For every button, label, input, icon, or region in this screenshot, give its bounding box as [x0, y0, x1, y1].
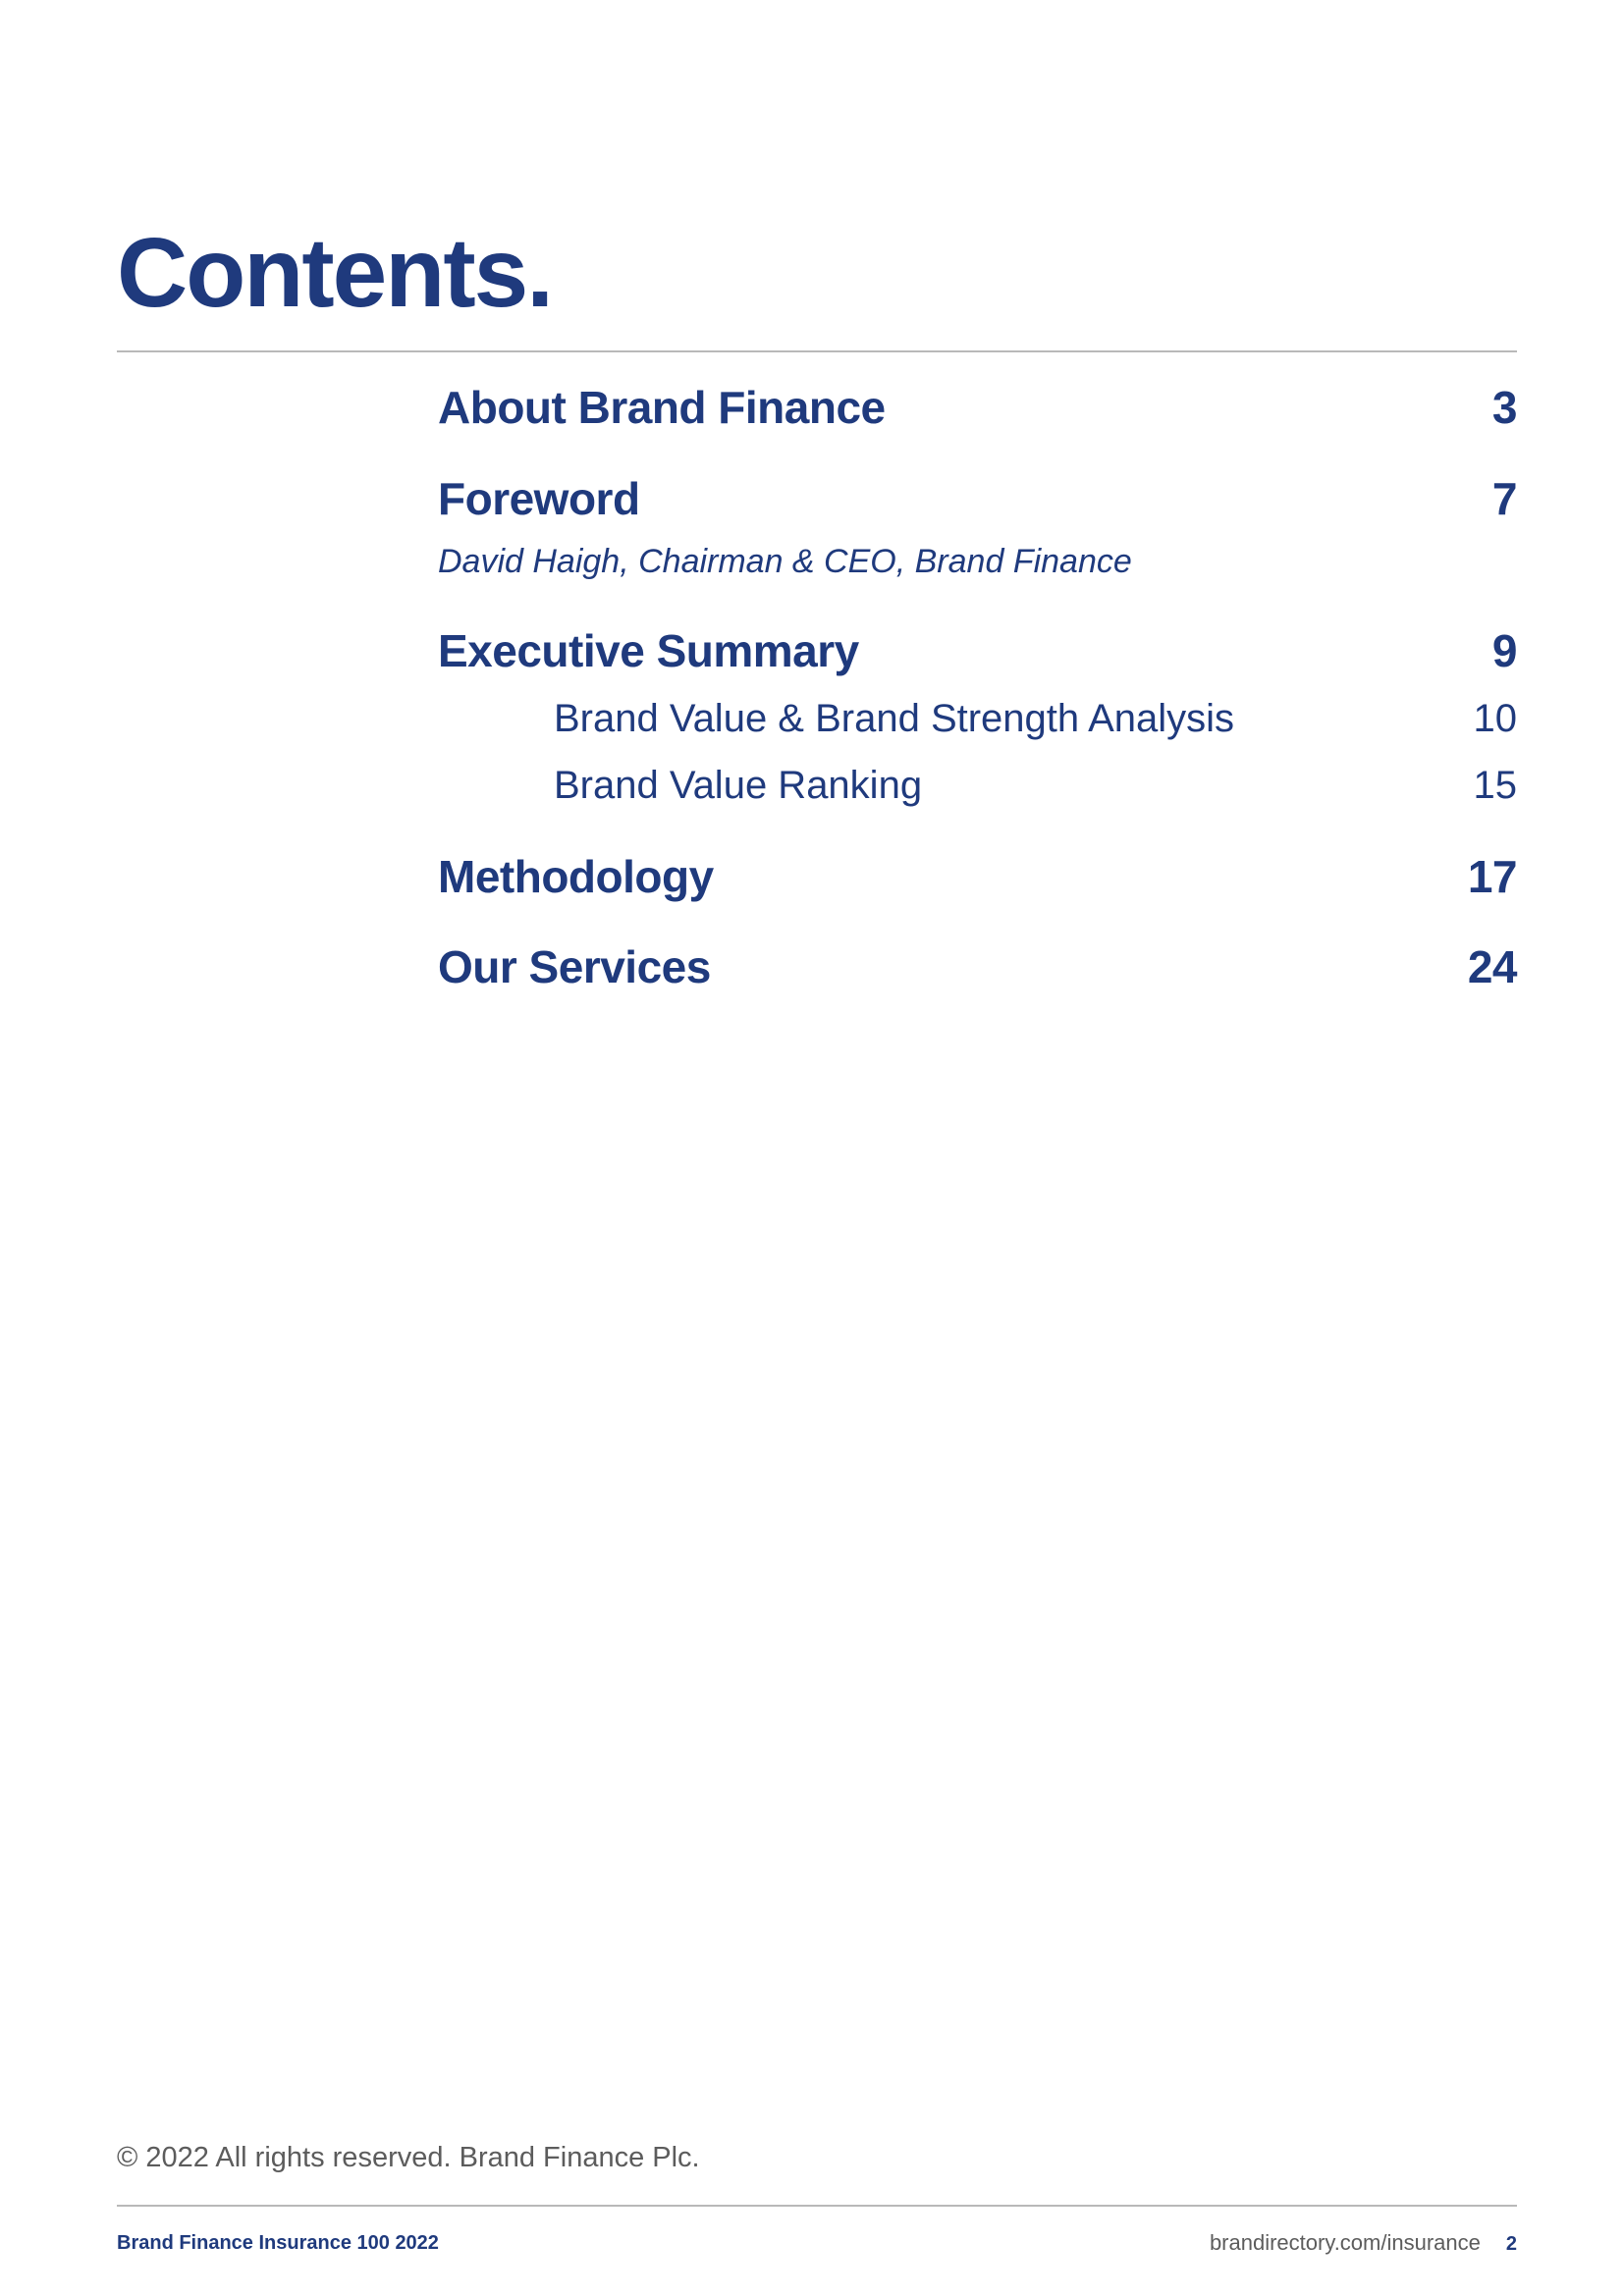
page-title: Contents. — [117, 218, 553, 328]
toc-item-label: Our Services — [438, 941, 711, 992]
footer-divider — [117, 2205, 1517, 2207]
toc-subitem-brand-value-ranking[interactable] — [438, 764, 1517, 808]
footer-right — [1210, 2230, 1517, 2256]
website-link[interactable]: brandirectory.com/insurance — [1209, 2230, 1481, 2255]
toc-item-foreword[interactable] — [438, 472, 1517, 525]
toc-item-executive-summary[interactable] — [438, 624, 1517, 677]
toc-item-label: About Brand Finance — [438, 382, 886, 433]
publication-title: Brand Finance Insurance 100 2022 — [117, 2232, 439, 2254]
toc-item-page: 7 — [1491, 473, 1517, 524]
copyright-notice: © 2022 All rights reserved. Brand Finance Plc. — [117, 2142, 700, 2173]
toc-item-page: 17 — [1467, 851, 1517, 902]
toc-item-page: 3 — [1491, 382, 1517, 433]
toc-item-page: 9 — [1491, 625, 1517, 676]
page-number: 2 — [1505, 2233, 1517, 2255]
toc-subitem-label: Brand Value Ranking — [554, 764, 923, 807]
toc-item-label: Executive Summary — [438, 625, 859, 676]
toc-item-foreword-author: David Haigh, Chairman & CEO, Brand Finance — [438, 543, 1132, 580]
toc-item-about-brand-finance[interactable] — [438, 381, 1517, 434]
toc-item-label: Methodology — [438, 851, 714, 902]
toc-subitem-label: Brand Value & Brand Strength Analysis — [554, 697, 1235, 740]
toc-item-page: 24 — [1467, 941, 1517, 992]
toc-subitem-page: 15 — [1473, 764, 1517, 807]
toc-item-our-services[interactable] — [438, 940, 1517, 993]
toc-subitem-page: 10 — [1473, 697, 1517, 740]
toc-item-methodology[interactable] — [438, 850, 1517, 903]
title-divider — [117, 350, 1517, 352]
toc-subitem-brand-value-strength-analysis[interactable] — [438, 697, 1517, 741]
toc-item-label: Foreword — [438, 473, 640, 524]
